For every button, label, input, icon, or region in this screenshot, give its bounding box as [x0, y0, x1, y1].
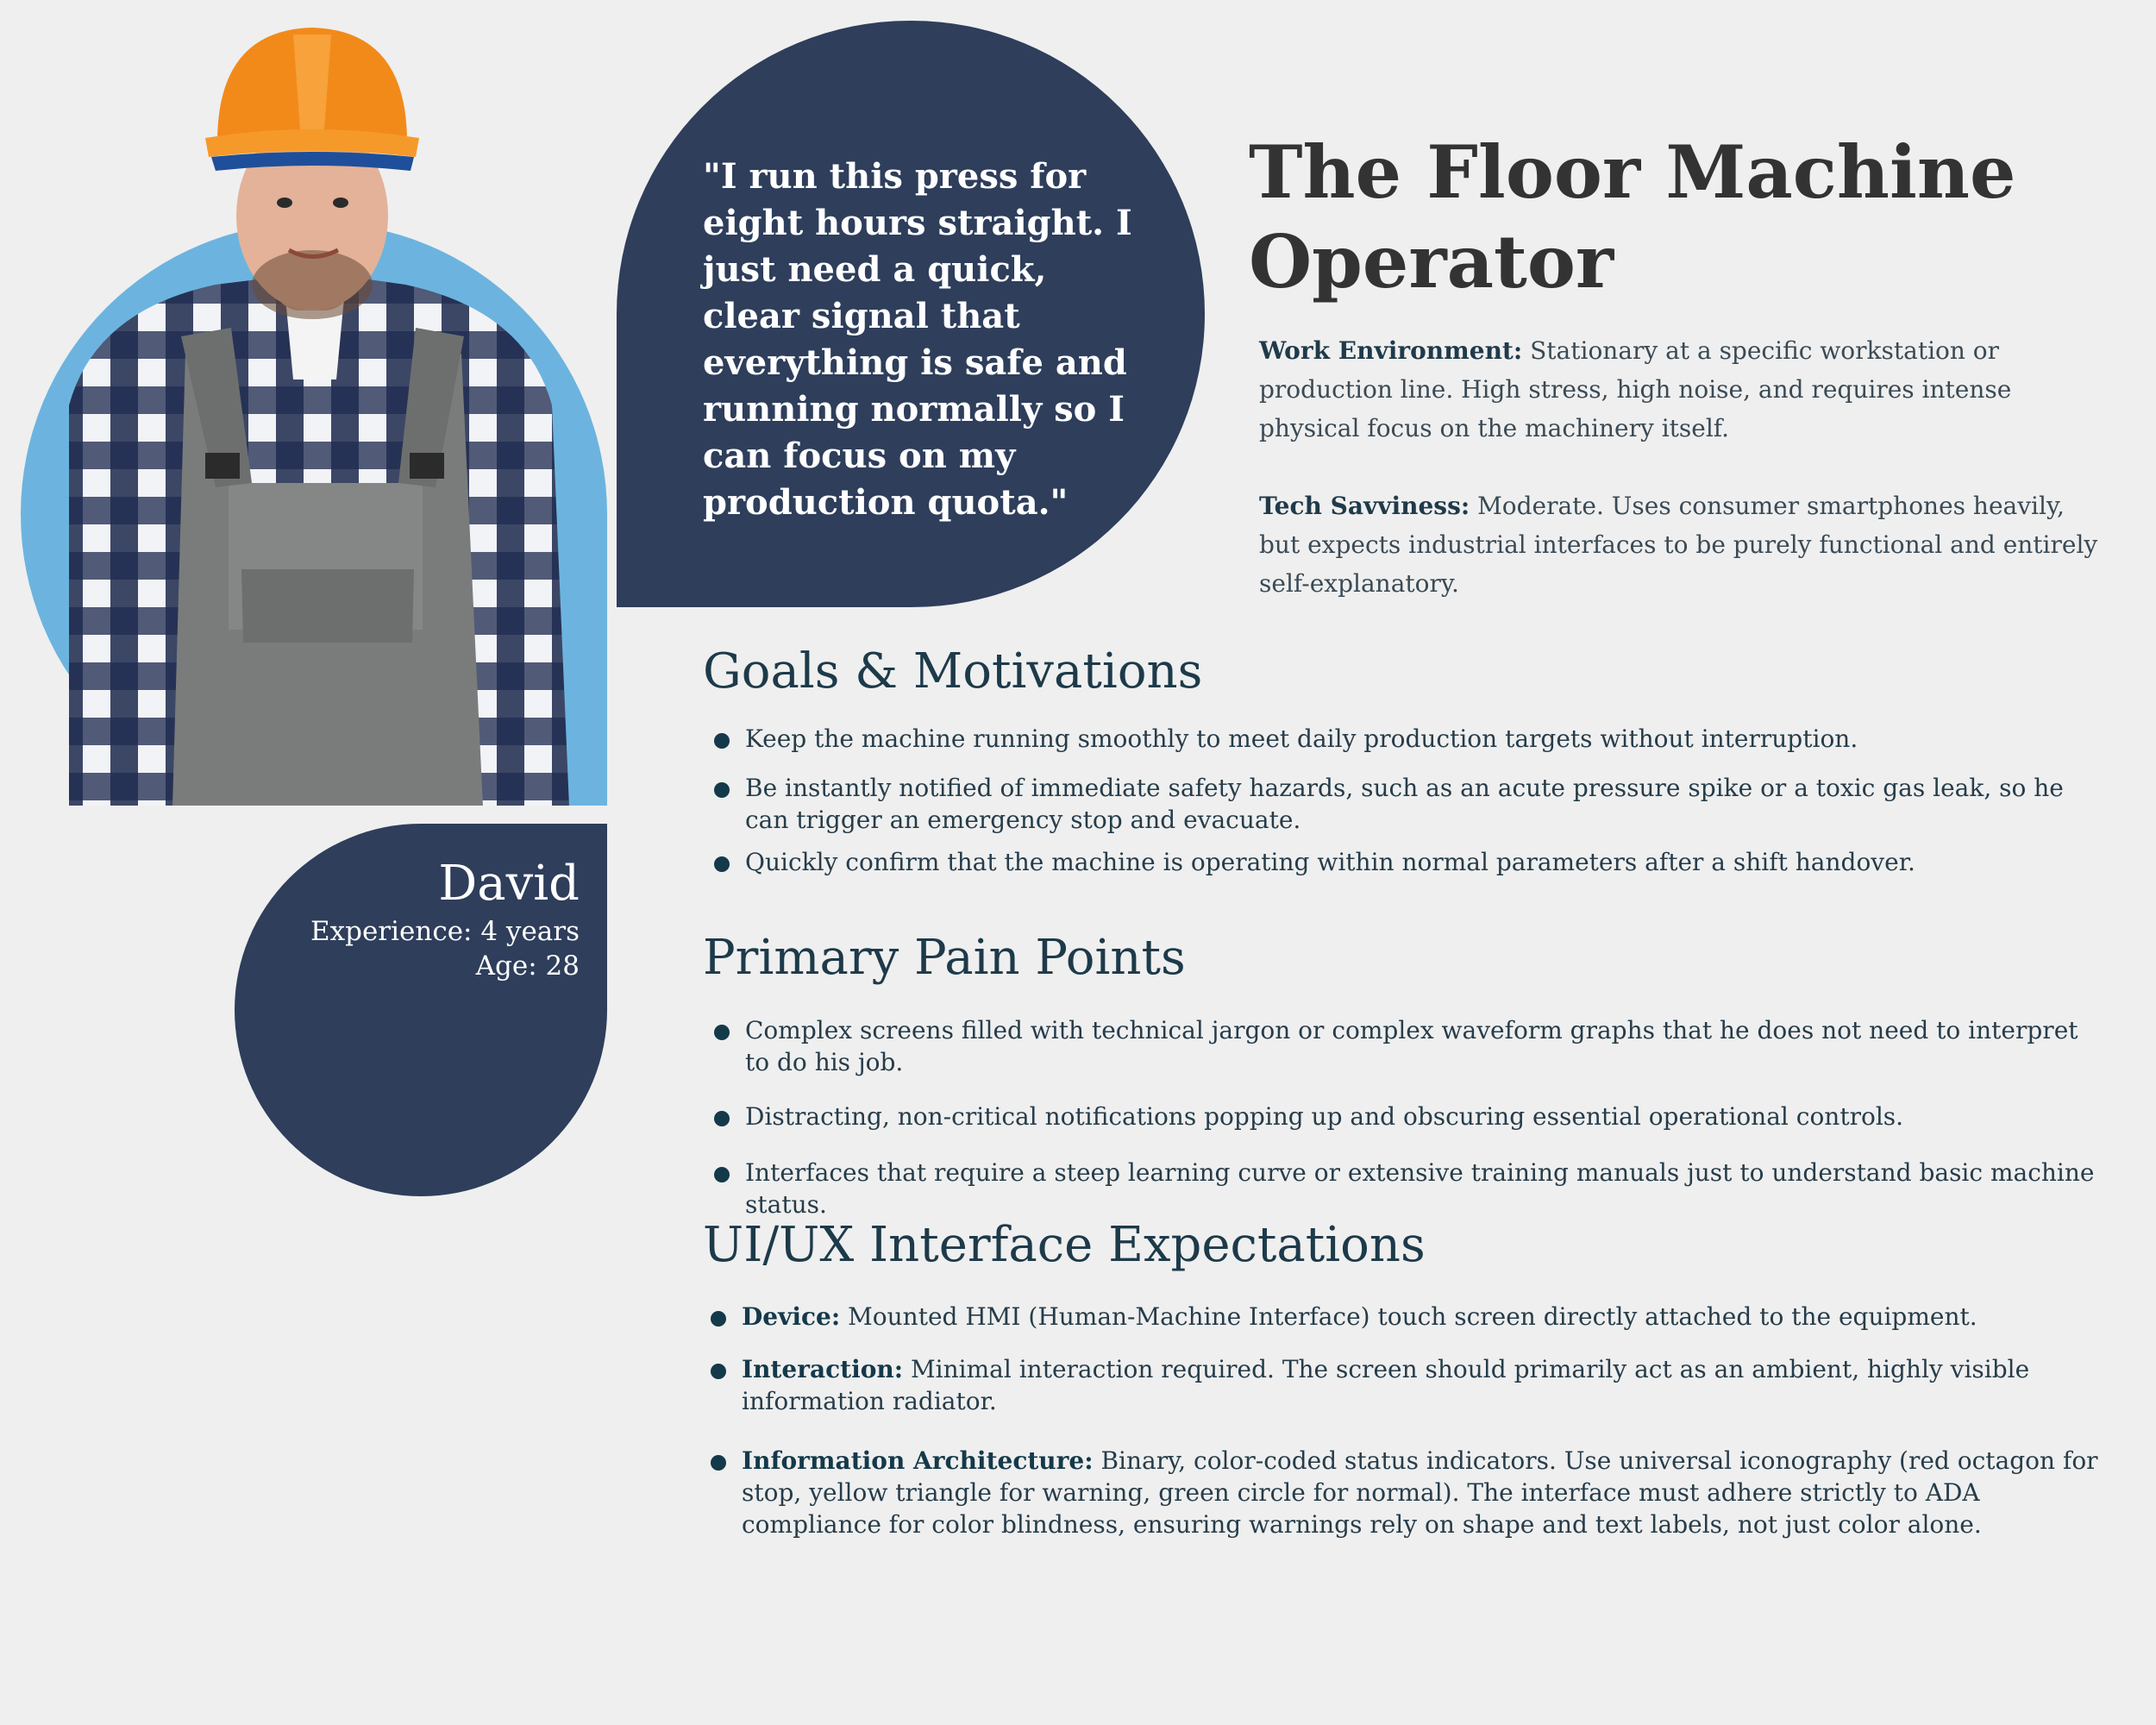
interaction-label: Interaction: — [742, 1355, 904, 1383]
goals-list — [709, 723, 2106, 878]
pain-points-heading: Primary Pain Points — [703, 930, 1186, 986]
device-label: Device: — [742, 1302, 841, 1331]
construction-worker-photo — [0, 0, 621, 811]
list-item: Complex screens filled with technical jargon or complex waveform graphs that he does not need to interpret to do his job. — [709, 1014, 2106, 1078]
persona-experience: Experience: 4 years — [310, 916, 580, 947]
list-item — [705, 1301, 2103, 1333]
list-item — [705, 1445, 2103, 1540]
list-item: Quickly confirm that the machine is operating within normal parameters after a shift handover. — [709, 846, 2106, 878]
work-environment — [1259, 331, 2104, 448]
list-item — [705, 1353, 2103, 1417]
information-architecture-text: Binary, color-coded status indicators. Use universal iconography (red octagon for stop, yellow triangle for warning, green circle for normal). The interface must adhere strictly to ADA compliance for color blindness, ensuring warnings rely on shape and text labels, not just color alone. — [742, 1446, 2098, 1539]
device-text: Mounted HMI (Human-Machine Interface) touch screen directly attached to the equipment. — [840, 1302, 1977, 1331]
goals-heading: Goals & Motivations — [703, 643, 1203, 699]
expectations-heading: UI/UX Interface Expectations — [703, 1217, 1426, 1273]
persona-name-card — [259, 854, 580, 983]
persona-age: Age: 28 — [475, 950, 580, 982]
persona-name: David — [438, 856, 580, 912]
expectations-list — [705, 1301, 2103, 1540]
work-environment-label: Work Environment: — [1259, 336, 1523, 365]
pain-points-list — [709, 1014, 2106, 1220]
list-item: Be instantly notified of immediate safety hazards, such as an acute pressure spike or a toxic gas leak, so he can trigger an emergency stop and evacuate. — [709, 772, 2106, 836]
work-environment-text: Stationary at a specific workstation or production line. High stress, high noise, and requires intense physical focus on the machinery itself. — [1259, 336, 2012, 442]
tech-savviness-label: Tech Savviness: — [1259, 492, 1470, 520]
page-title: The Floor Machine Operator — [1249, 129, 2016, 304]
list-item: Keep the machine running smoothly to meet daily production targets without interruption. — [709, 723, 2106, 755]
persona-quote: "I run this press for eight hours straight. I just need a quick, clear signal that everything is safe and running normally so I can focus on my production quota." — [703, 156, 1132, 523]
tech-savviness-text: Moderate. Uses consumer smartphones heavily, but expects industrial interfaces to be purely functional and entirely self-explanatory. — [1259, 492, 2098, 598]
interaction-text: Minimal interaction required. The screen should primarily act as an ambient, highly visible information radiator. — [742, 1355, 2030, 1415]
list-item: Distracting, non-critical notifications popping up and obscuring essential operational controls. — [709, 1101, 2106, 1132]
list-item: Interfaces that require a steep learning curve or extensive training manuals just to understand basic machine status. — [709, 1157, 2106, 1220]
information-architecture-label: Information Architecture: — [742, 1446, 1094, 1475]
tech-savviness — [1259, 486, 2104, 603]
